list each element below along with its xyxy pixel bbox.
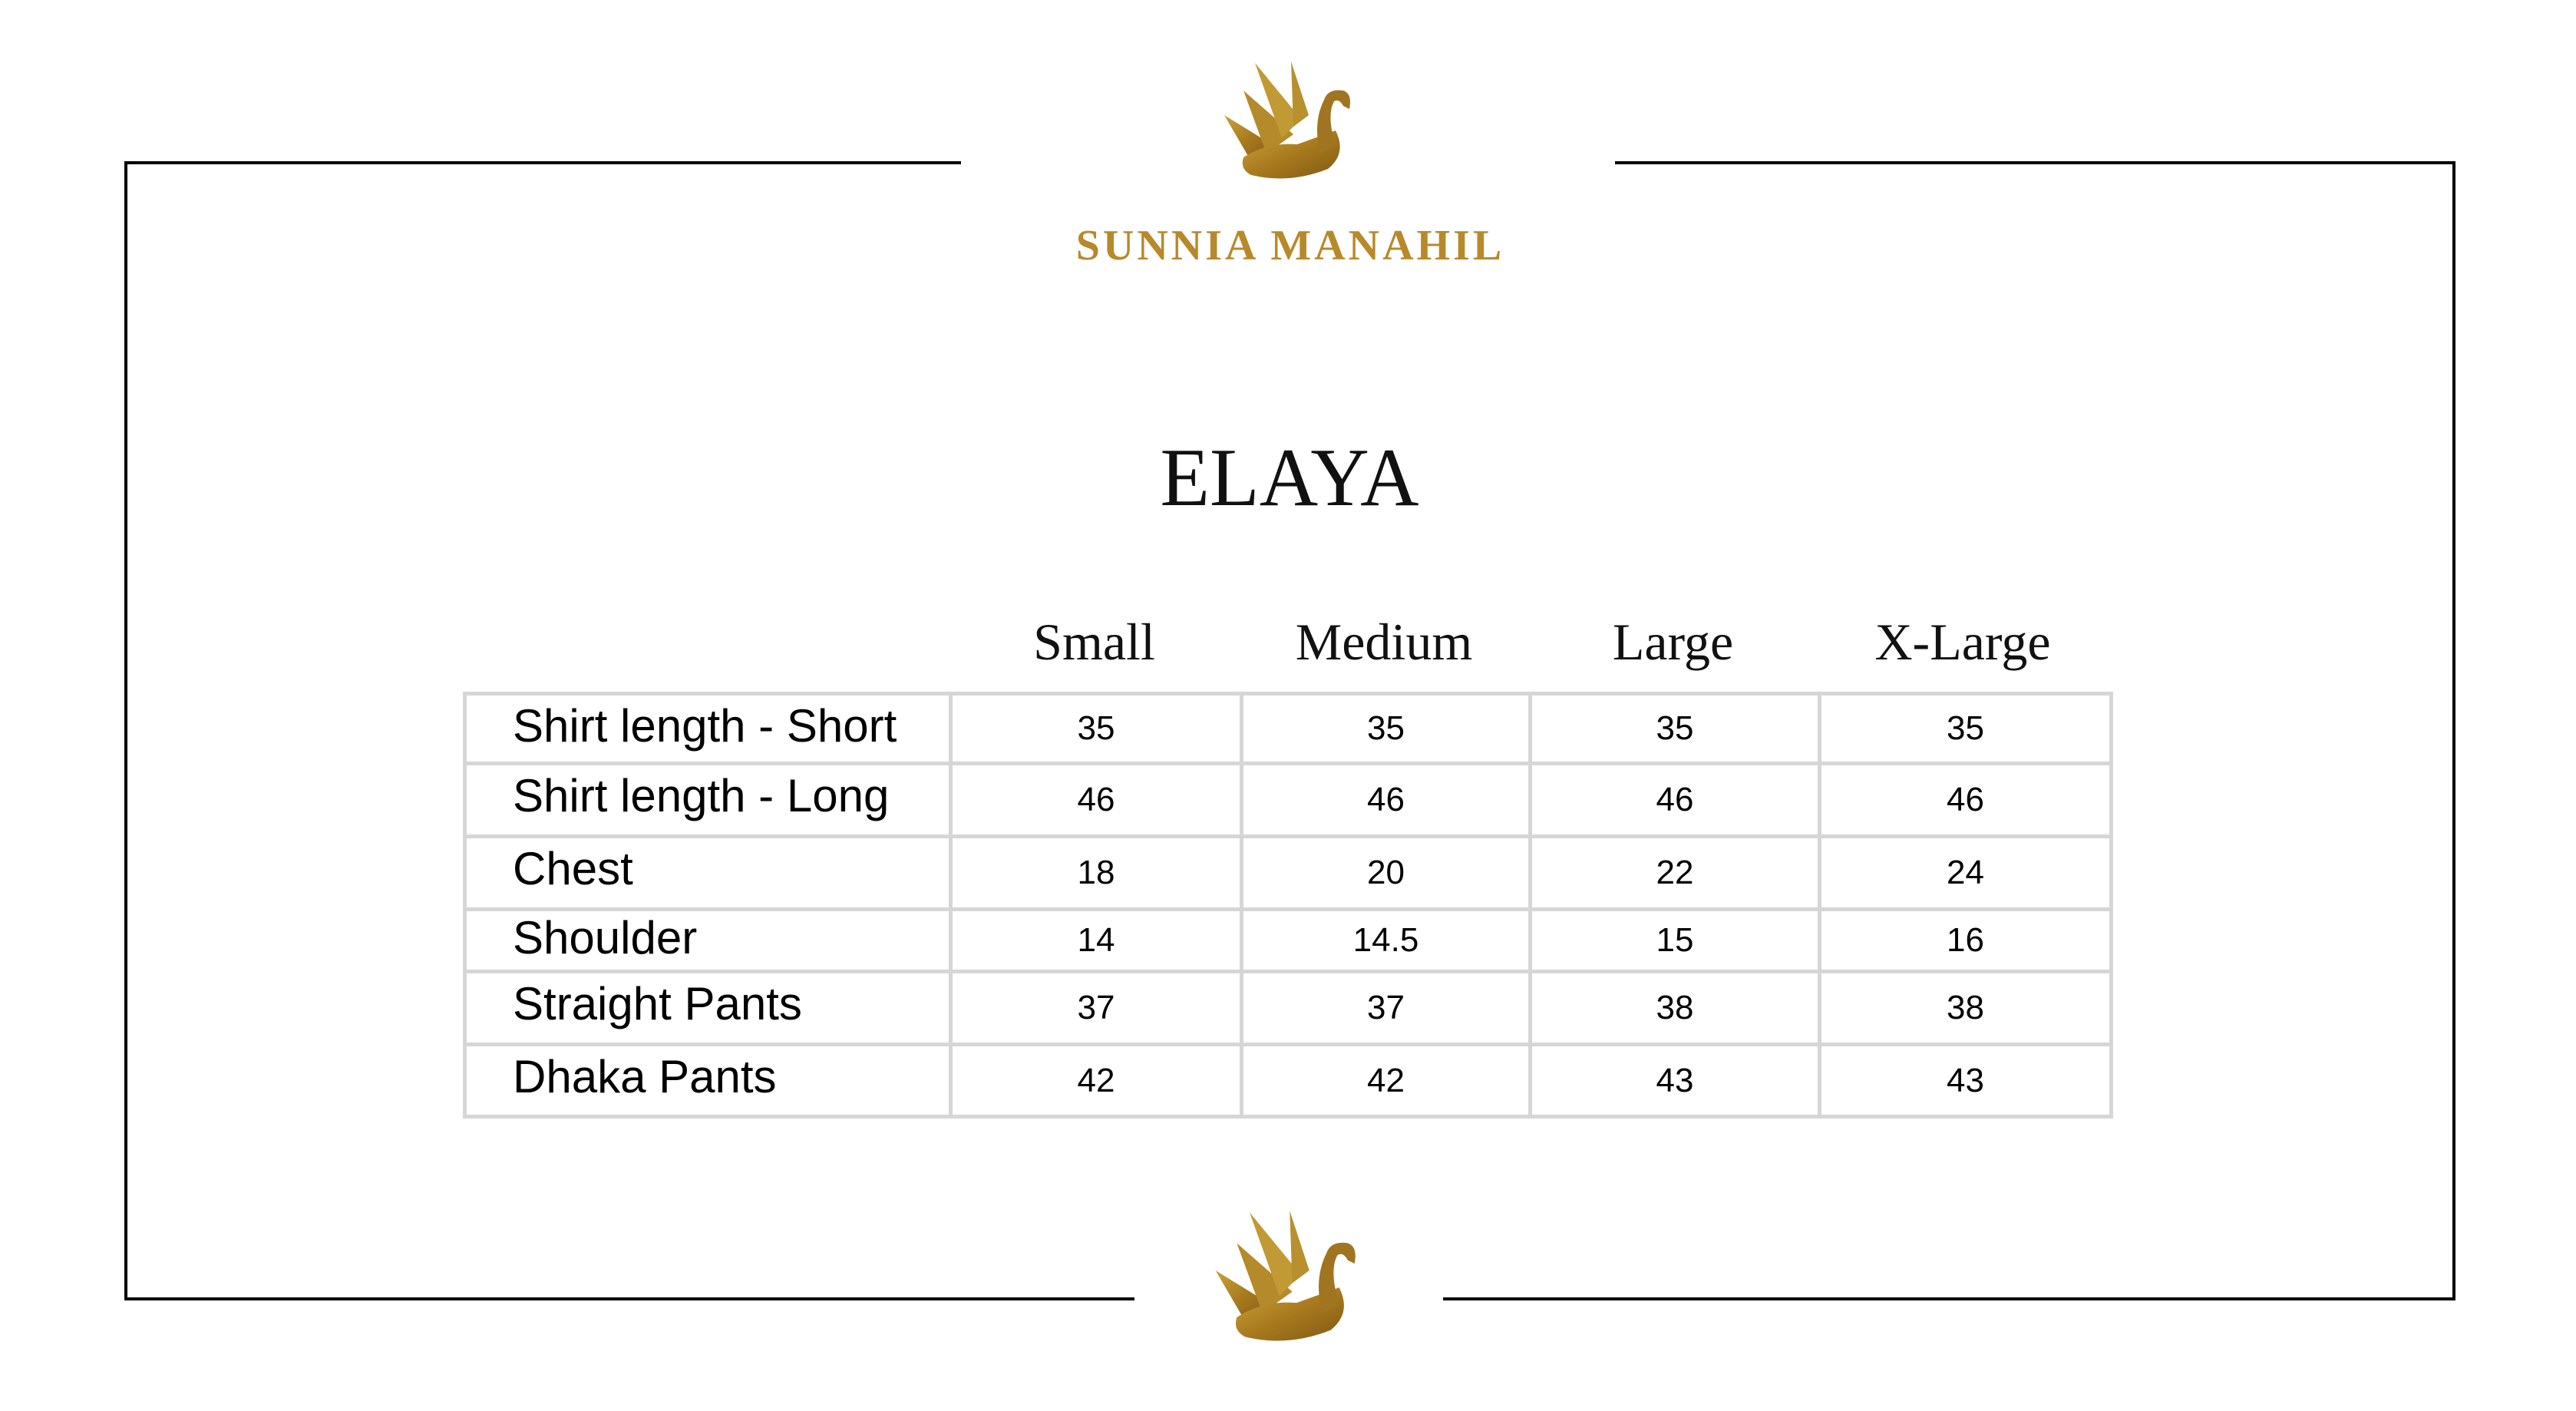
cell-value: 37	[951, 972, 1242, 1045]
cell-value: 35	[1242, 694, 1531, 764]
cell-value: 24	[1820, 837, 2112, 910]
frame-top-right-line	[1615, 161, 2455, 164]
cell-value: 43	[1531, 1045, 1820, 1117]
cell-value: 22	[1531, 837, 1820, 910]
cell-value: 46	[1820, 764, 2112, 837]
cell-value: 15	[1531, 910, 1820, 972]
cell-value: 38	[1531, 972, 1820, 1045]
row-label: Chest	[465, 837, 951, 910]
table-row	[465, 694, 2112, 764]
frame-right-line	[2452, 161, 2455, 1300]
cell-value: 35	[951, 694, 1242, 764]
cell-value: 42	[1242, 1045, 1531, 1117]
frame-left-line	[124, 161, 127, 1300]
cell-value: 43	[1820, 1045, 2112, 1117]
cell-value: 20	[1242, 837, 1531, 910]
row-label: Straight Pants	[465, 972, 951, 1045]
column-header-large: Large	[1612, 613, 1734, 671]
size-chart-table	[463, 692, 2113, 1119]
column-header-small: Small	[1033, 613, 1155, 671]
swan-logo-icon	[1220, 61, 1359, 184]
row-label: Shoulder	[465, 910, 951, 972]
cell-value: 18	[951, 837, 1242, 910]
frame-bottom-right-line	[1443, 1297, 2455, 1300]
column-header-x-large: X-Large	[1874, 613, 2051, 671]
cell-value: 38	[1820, 972, 2112, 1045]
row-label: Shirt length - Short	[465, 694, 951, 764]
brand-name: SUNNIA MANAHIL	[1075, 222, 1505, 269]
swan-footer-icon	[1211, 1204, 1365, 1354]
cell-value: 46	[951, 764, 1242, 837]
cell-value: 37	[1242, 972, 1531, 1045]
cell-value: 46	[1531, 764, 1820, 837]
table-row	[465, 1045, 2112, 1117]
column-header-medium: Medium	[1295, 613, 1473, 671]
cell-value: 42	[951, 1045, 1242, 1117]
cell-value: 46	[1242, 764, 1531, 837]
table-row	[465, 764, 2112, 837]
cell-value: 16	[1820, 910, 2112, 972]
row-label: Dhaka Pants	[465, 1045, 951, 1117]
table-row	[465, 910, 2112, 972]
table-row	[465, 972, 2112, 1045]
cell-value: 35	[1531, 694, 1820, 764]
frame-top-left-line	[124, 161, 961, 164]
cell-value: 14	[951, 910, 1242, 972]
table-row	[465, 837, 2112, 910]
row-label: Shirt length - Long	[465, 764, 951, 837]
cell-value: 35	[1820, 694, 2112, 764]
cell-value: 14.5	[1242, 910, 1531, 972]
frame-bottom-left-line	[124, 1297, 1134, 1300]
product-title: ELAYA	[1160, 432, 1419, 524]
